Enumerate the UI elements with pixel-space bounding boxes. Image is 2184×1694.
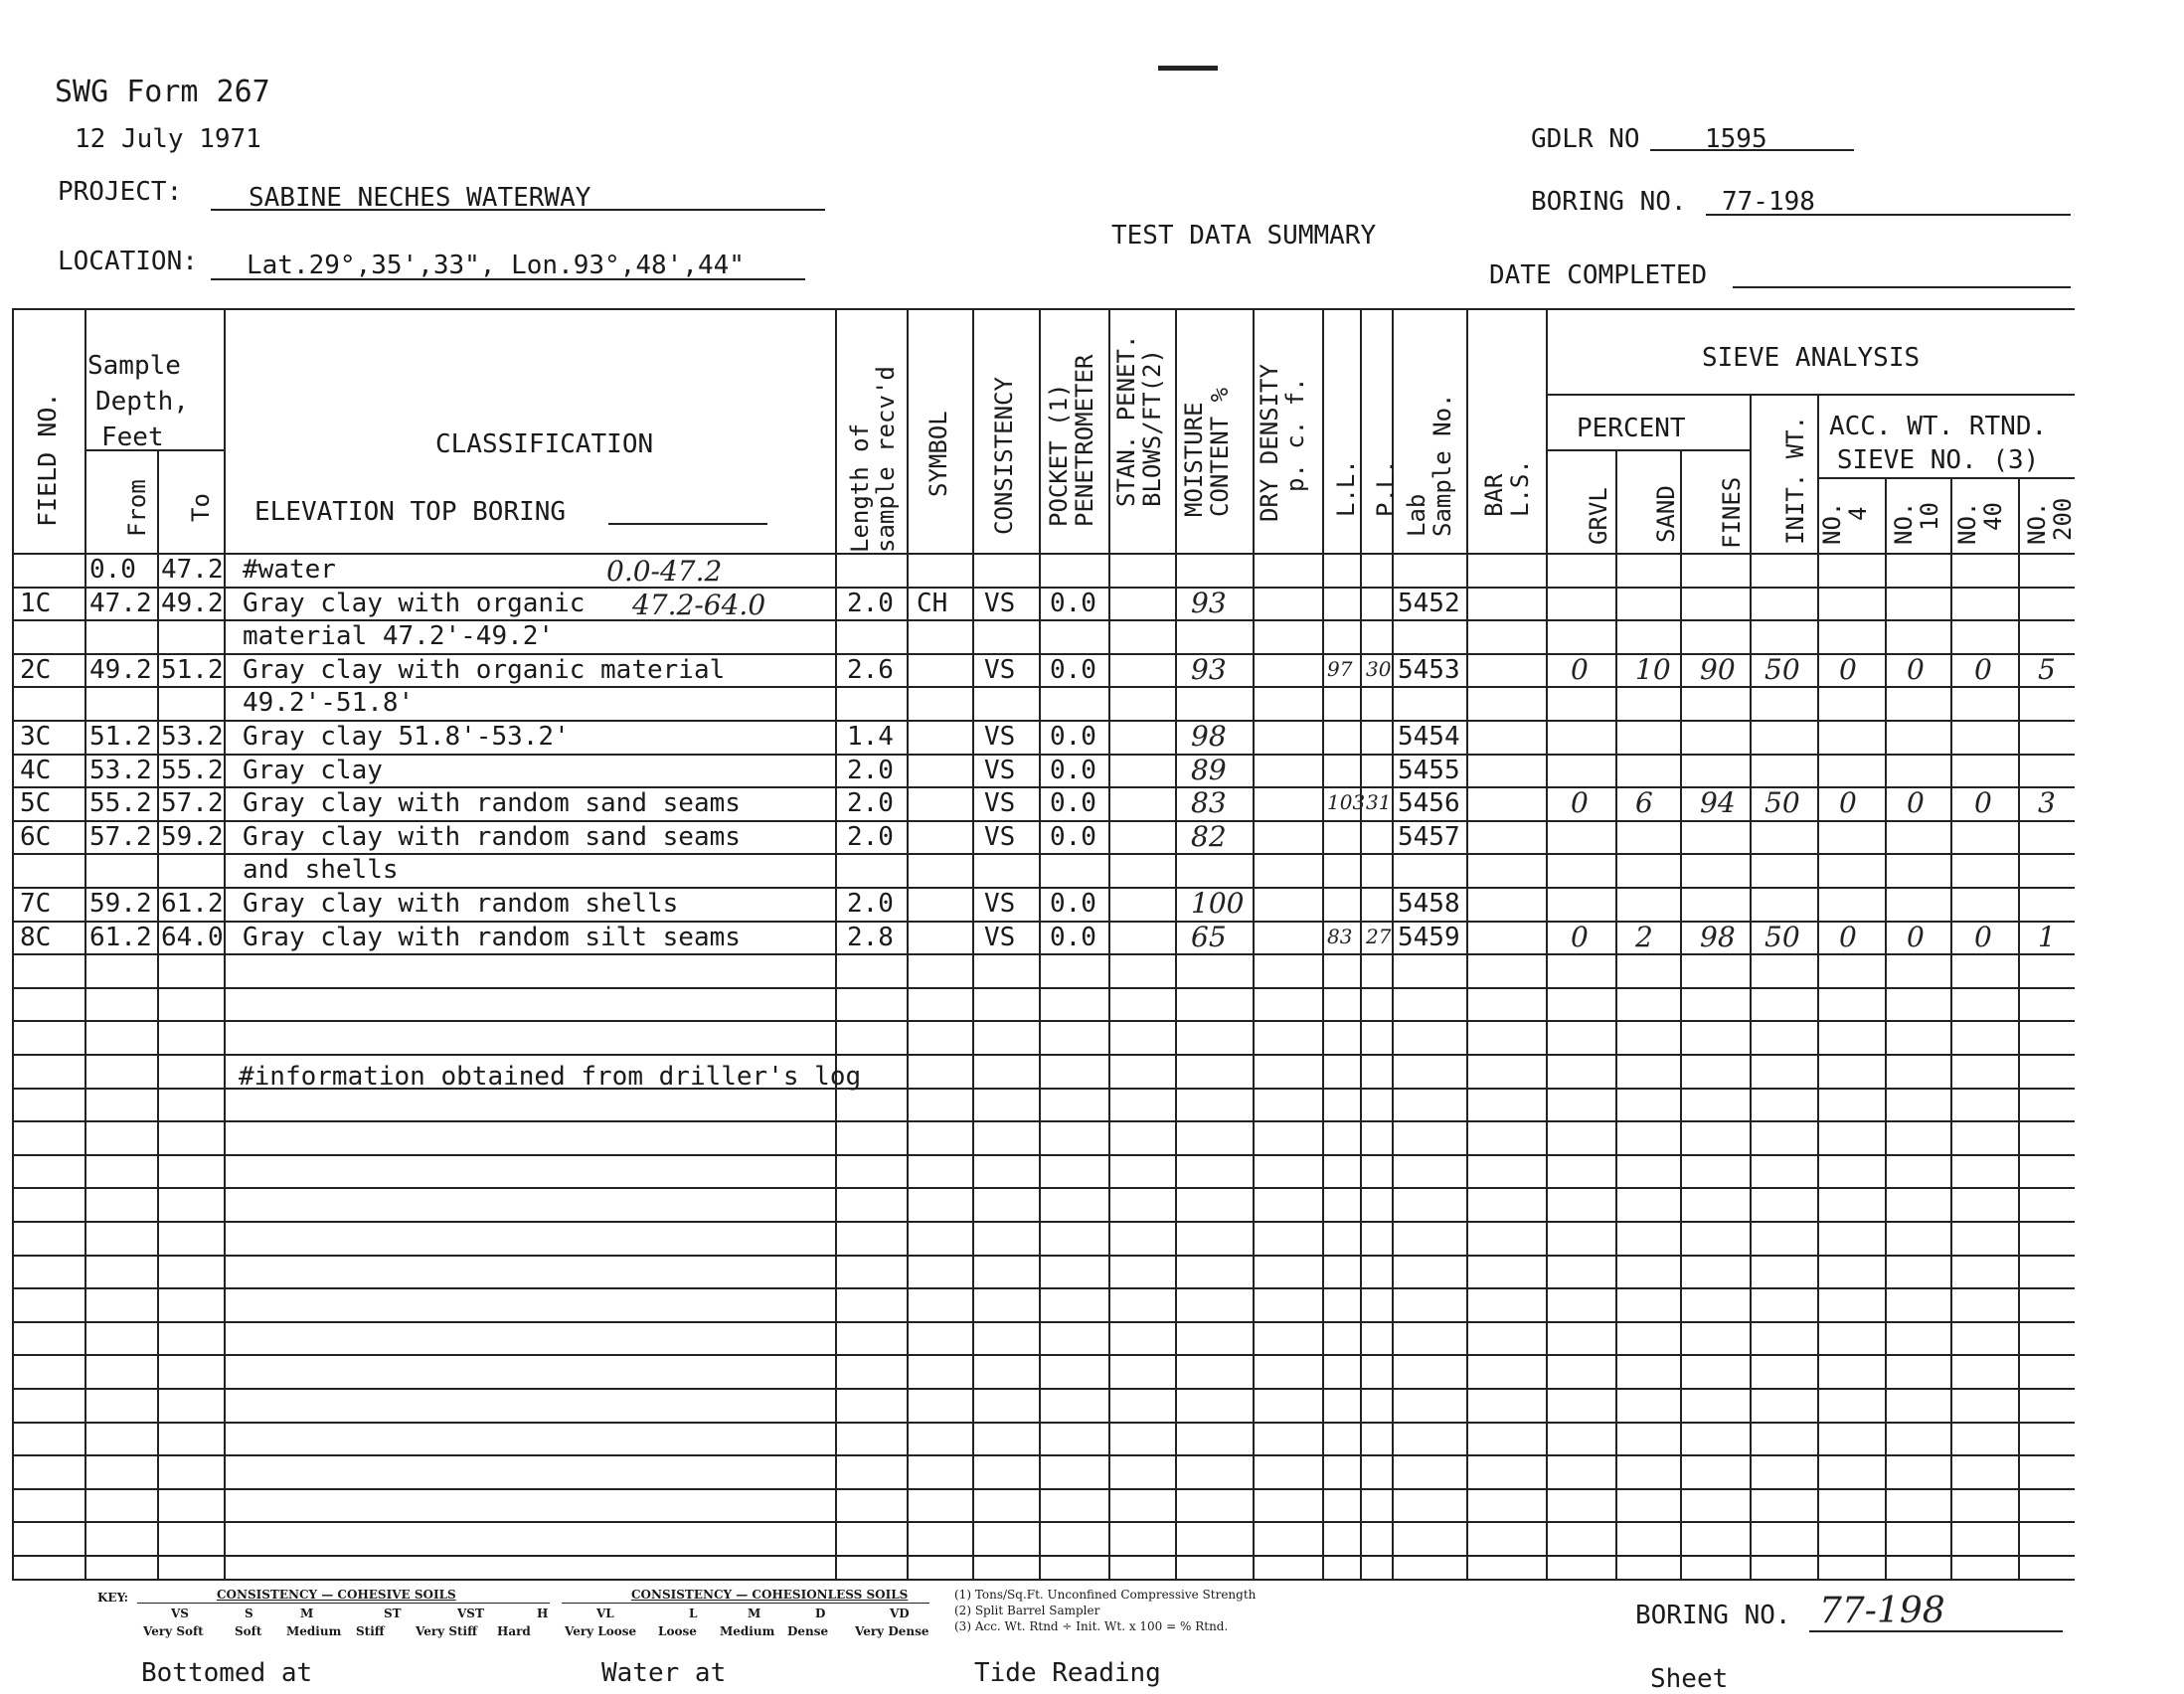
driller-note: #information obtained from driller's log [239,1062,862,1092]
row-length: 2.8 [847,923,894,952]
header-sand: SAND [1652,485,1680,543]
row-classification: and shells [243,855,399,885]
header-pocket-line-2: PENETROMETER [1071,354,1098,527]
cohesive-abbr: VST [457,1607,484,1620]
header-no40-line-2: 40 [1979,502,2007,531]
row-from: 61.2 [89,923,152,952]
header-stan-line-2: BLOWS/FT(2) [1138,349,1166,507]
sieve-no200: 1 [2038,921,2056,953]
row-moisture: 98 [1191,720,1227,753]
grid-row-line-24 [12,1354,2075,1356]
sieve-no200: 3 [2038,786,2056,819]
row-lab-sample: 5457 [1398,822,1460,852]
row-lab-sample: 5459 [1398,923,1460,952]
cohesive-rule [137,1603,550,1604]
cohesive-name: Hard [497,1624,531,1638]
header-acc-line-2: SIEVE NO. (3) [1836,445,2040,475]
row-lab-sample: 5452 [1398,589,1460,618]
row-moisture: 82 [1191,820,1227,853]
sieve-no4: 0 [1839,653,1857,686]
grid-row-line-26 [12,1422,2075,1424]
row-length: 1.4 [847,722,894,752]
table-bottom-rule [12,1579,2075,1581]
cohesionless-name: Very Dense [855,1624,929,1638]
boring-value: 77-198 [1722,187,1815,217]
header-elevation: ELEVATION TOP BORING [254,497,567,527]
row-consistency: VS [984,923,1016,952]
handwritten-depth-range-1: 0.0-47.2 [606,555,723,588]
grid-row-line-23 [12,1321,2075,1323]
header-grvl: GRVL [1585,487,1612,545]
row-classification: Gray clay with random sand seams [243,822,741,852]
row-ll: 97 [1327,657,1353,681]
row-classification: Gray clay with random silt seams [243,923,741,952]
row-classification: Gray clay with organic [243,589,586,618]
header-moisture-line-2: CONTENT % [1206,387,1234,517]
row-from: 47.2 [89,589,152,618]
sieve-fines: 90 [1700,653,1736,686]
row-pocket-penetrometer: 0.0 [1050,655,1096,685]
row-pl: 27 [1366,925,1392,948]
row-pocket-penetrometer: 0.0 [1050,722,1096,752]
row-pocket-penetrometer: 0.0 [1050,589,1096,618]
sieve-no200: 5 [2038,653,2056,686]
sieve-fines: 98 [1700,921,1736,953]
row-lab-sample: 5454 [1398,722,1460,752]
row-field-no: 2C [20,655,52,685]
header-consistency: CONSISTENCY [990,377,1018,535]
row-field-no: 1C [20,589,52,618]
percent-rule [1546,449,1750,451]
row-field-no: 8C [20,923,52,952]
water-at: Water at [601,1658,727,1688]
sieve-no40: 0 [1974,921,1992,953]
row-length: 2.0 [847,788,894,818]
boring-label: BORING NO. [1531,187,1687,217]
header-no200-line-1: NO. [2023,501,2051,545]
row-from: 49.2 [89,655,152,685]
grid-col-line-20 [1885,477,1887,1579]
sieve-no4: 0 [1839,786,1857,819]
gdlr-underline [1650,149,1854,151]
row-length: 2.0 [847,756,894,785]
header-length-of-sample [847,366,899,553]
project-label: PROJECT: [58,177,183,207]
row-classification: #water [243,555,336,585]
row-lab-sample: 5458 [1398,889,1460,919]
sieve-no40: 0 [1974,653,1992,686]
note-1: (1) Tons/Sq.Ft. Unconfined Compressive Strength [954,1588,1257,1602]
header-sample-line-3: Feet [101,423,164,452]
grid-row-line-20 [12,1221,2075,1223]
grid-row-line-29 [12,1521,2075,1523]
header-no40 [1954,502,2006,545]
grid-col-line-19 [1817,394,1819,1579]
grid-row-line-25 [12,1388,2075,1390]
row-consistency: VS [984,655,1016,685]
header-length-line-1: Length of [846,423,874,553]
header-stan-line-1: STAN. PENET. [1112,334,1140,507]
header-fines: FINES [1718,476,1746,549]
cohesive-name: Very Soft [143,1624,204,1638]
header-no200-line-2: 200 [2049,497,2077,541]
row-classification: 49.2'-51.8' [243,688,415,718]
cohesive-name: Stiff [356,1624,385,1638]
header-sample-line-1: Sample [87,351,181,381]
header-lab-line-2: Sample No. [1428,393,1456,537]
footer-boring-value: 77-198 [1819,1591,1945,1631]
cohesionless-abbr: VD [890,1607,910,1620]
header-moisture-content [1181,388,1233,517]
gdlr-label: GDLR NO [1531,124,1640,154]
note-2: (2) Split Barrel Sampler [954,1604,1100,1617]
cohesionless-abbr: VL [596,1607,614,1620]
header-no4-line-1: NO. [1818,501,1846,545]
row-to: 49.2 [161,589,224,618]
row-to: 47.2 [161,555,224,585]
row-lab-sample: 5453 [1398,655,1460,685]
date-completed-underline [1733,286,2071,288]
row-moisture: 93 [1191,653,1227,686]
sieve-fines: 94 [1700,786,1736,819]
header-ll: L.L. [1332,459,1360,517]
cohesionless-name: Very Loose [565,1624,637,1638]
sieve-init: 50 [1764,921,1800,953]
header-no40-line-1: NO. [1953,501,1981,545]
row-to: 53.2 [161,722,224,752]
row-moisture: 89 [1191,754,1227,786]
grid-row-line-30 [12,1555,2075,1557]
row-pocket-penetrometer: 0.0 [1050,756,1096,785]
row-symbol: CH [917,589,948,618]
row-pocket-penetrometer: 0.0 [1050,889,1096,919]
row-length: 2.0 [847,589,894,618]
row-pocket-penetrometer: 0.0 [1050,788,1096,818]
bottomed-at: Bottomed at [141,1658,313,1688]
tide-reading: Tide Reading [974,1658,1161,1688]
cohesive-name: Very Stiff [416,1624,477,1638]
header-dry-line-2: p. c. f. [1281,377,1309,492]
sieve-rule [1546,394,2075,396]
row-lab-sample: 5456 [1398,788,1460,818]
grid-row-line-17 [12,1120,2075,1122]
header-symbol: SYMBOL [924,411,952,497]
header-no10 [1891,502,1942,545]
header-sieve-analysis: SIEVE ANALYSIS [1702,343,1921,373]
footer-boring-underline [1809,1630,2063,1632]
grid-row-line-27 [12,1454,2075,1456]
row-consistency: VS [984,722,1016,752]
row-moisture: 83 [1191,786,1227,819]
row-length: 2.0 [847,889,894,919]
sieve-sand: 2 [1635,921,1653,953]
row-moisture: 65 [1191,921,1227,953]
header-no10-line-1: NO. [1890,501,1918,545]
cohesive-name: Medium [286,1624,342,1638]
header-stan-penet [1113,335,1165,507]
grid-col-line-21 [1950,477,1952,1579]
row-field-no: 5C [20,788,52,818]
header-from: From [123,479,151,537]
sieve-grvl: 0 [1571,786,1589,819]
grid-col-line-22 [2018,477,2020,1579]
header-dry-line-1: DRY DENSITY [1256,364,1283,522]
row-pl: 30 [1366,657,1392,681]
header-no10-line-2: 10 [1916,502,1943,531]
header-lab-line-1: Lab [1403,493,1430,537]
row-field-no: 7C [20,889,52,919]
header-acc-wt [1829,410,2047,477]
top-mark [1158,66,1218,71]
row-to: 55.2 [161,756,224,785]
header-percent: PERCENT [1577,414,1686,443]
header-pocket-line-1: POCKET (1) [1045,383,1073,527]
cohesionless-name: Dense [787,1624,829,1638]
cohesive-abbr: ST [384,1607,402,1620]
row-classification: Gray clay 51.8'-53.2' [243,722,570,752]
row-classification: material 47.2'-49.2' [243,621,555,651]
cohesive-abbr: M [300,1607,314,1620]
sieve-init: 50 [1764,786,1800,819]
row-length: 2.6 [847,655,894,685]
boring-underline [1706,214,2071,216]
header-length-line-2: sample recv'd [872,366,900,553]
cohesive-abbr: VS [171,1607,189,1620]
sieve-sand: 6 [1635,786,1653,819]
table-top-rule [12,308,2075,310]
sieve-grvl: 0 [1571,921,1589,953]
row-from: 51.2 [89,722,152,752]
header-sample-depth [87,348,189,455]
row-to: 64.0 [161,923,224,952]
header-bar-line-1: BAR [1480,473,1508,517]
location-value: Lat.29°,35',33", Lon.93°,48',44" [247,251,745,280]
row-from: 59.2 [89,889,152,919]
gdlr-value: 1595 [1705,124,1767,154]
location-label: LOCATION: [58,247,198,276]
sieve-sand: 10 [1635,653,1671,686]
sieve-no40: 0 [1974,786,1992,819]
header-bar-line-2: L.S. [1506,459,1534,517]
header-classification: CLASSIFICATION [435,429,654,459]
header-pocket-penetrometer [1046,355,1097,527]
header-no4 [1819,502,1871,545]
header-no4-line-2: 4 [1844,506,1872,521]
row-field-no: 3C [20,722,52,752]
cohesive-abbr: H [537,1607,549,1620]
row-from: 0.0 [89,555,136,585]
row-from: 55.2 [89,788,152,818]
row-ll: 83 [1327,925,1353,948]
row-from: 57.2 [89,822,152,852]
row-consistency: VS [984,756,1016,785]
sheet-label: Sheet [1650,1664,1729,1694]
acc-rule [1817,477,2075,479]
header-lab-sample [1404,394,1455,538]
row-lab-sample: 5455 [1398,756,1460,785]
grid-row-line-13 [12,987,2075,989]
location-underline [211,278,805,280]
project-value: SABINE NECHES WATERWAY [249,183,591,213]
elevation-underline [608,523,767,525]
row-consistency: VS [984,822,1016,852]
key-label: KEY: [97,1591,129,1605]
cohesionless-abbr: D [815,1607,826,1620]
sieve-init: 50 [1764,653,1800,686]
row-pocket-penetrometer: 0.0 [1050,923,1096,952]
cohesionless-title: CONSISTENCY — COHESIONLESS SOILS [631,1588,909,1602]
cohesionless-name: Medium [720,1624,775,1638]
grid-row-line-18 [12,1154,2075,1156]
row-classification: Gray clay with random shells [243,889,679,919]
row-pocket-penetrometer: 0.0 [1050,822,1096,852]
grid-row-line-14 [12,1020,2075,1022]
row-consistency: VS [984,589,1016,618]
header-moisture-line-1: MOISTURE [1180,402,1208,517]
header-no200 [2024,498,2076,545]
row-length: 2.0 [847,822,894,852]
grid-row-line-15 [12,1054,2075,1056]
sieve-no10: 0 [1907,921,1925,953]
sieve-no4: 0 [1839,921,1857,953]
header-init-wt: INIT. WT. [1781,415,1809,545]
row-classification: Gray clay with random sand seams [243,788,741,818]
header-sample-line-2: Depth, [95,387,189,417]
cohesionless-name: Loose [658,1624,697,1638]
grid-row-line-21 [12,1255,2075,1257]
row-classification: Gray clay with organic material [243,655,726,685]
row-to: 51.2 [161,655,224,685]
row-consistency: VS [984,788,1016,818]
sieve-grvl: 0 [1571,653,1589,686]
grid-row-line-19 [12,1187,2075,1189]
row-pl: 31 [1366,790,1392,814]
grid-row-line-12 [12,953,2075,955]
cohesive-abbr: S [245,1607,253,1620]
row-moisture: 100 [1191,887,1245,920]
handwritten-depth-range-2: 47.2-64.0 [632,589,766,621]
project-underline [211,209,825,211]
row-consistency: VS [984,889,1016,919]
row-classification: Gray clay [243,756,383,785]
row-field-no: 4C [20,756,52,785]
cohesionless-abbr: L [689,1607,698,1620]
row-ll: 103 [1327,790,1366,814]
row-to: 59.2 [161,822,224,852]
sieve-no10: 0 [1907,653,1925,686]
form-name: SWG Form 267 [55,75,270,109]
cohesionless-rule [562,1603,929,1604]
cohesive-name: Soft [235,1624,262,1638]
footer-boring-label: BORING NO. [1635,1601,1791,1630]
date-completed-label: DATE COMPLETED [1489,260,1708,290]
header-dry-density [1257,364,1308,522]
grid-row-line-28 [12,1488,2075,1490]
page-title: TEST DATA SUMMARY [1111,221,1377,251]
row-from: 53.2 [89,756,152,785]
header-bar-ls [1481,459,1533,517]
cohesive-title: CONSISTENCY — COHESIVE SOILS [217,1588,456,1602]
cohesionless-abbr: M [748,1607,761,1620]
header-to: To [187,493,215,522]
row-to: 61.2 [161,889,224,919]
grid-row-line-22 [12,1287,2075,1289]
sieve-no10: 0 [1907,786,1925,819]
row-moisture: 93 [1191,587,1227,619]
form-date: 12 July 1971 [75,124,261,154]
header-pl: P.L. [1372,459,1400,517]
grid-col-line-18 [1750,394,1752,1579]
header-field-no: FIELD NO. [33,392,62,527]
row-field-no: 6C [20,822,52,852]
note-3: (3) Acc. Wt. Rtnd ÷ Init. Wt. x 100 = % Rtnd. [954,1619,1229,1633]
header-acc-line-1: ACC. WT. RTND. [1829,412,2048,441]
row-to: 57.2 [161,788,224,818]
